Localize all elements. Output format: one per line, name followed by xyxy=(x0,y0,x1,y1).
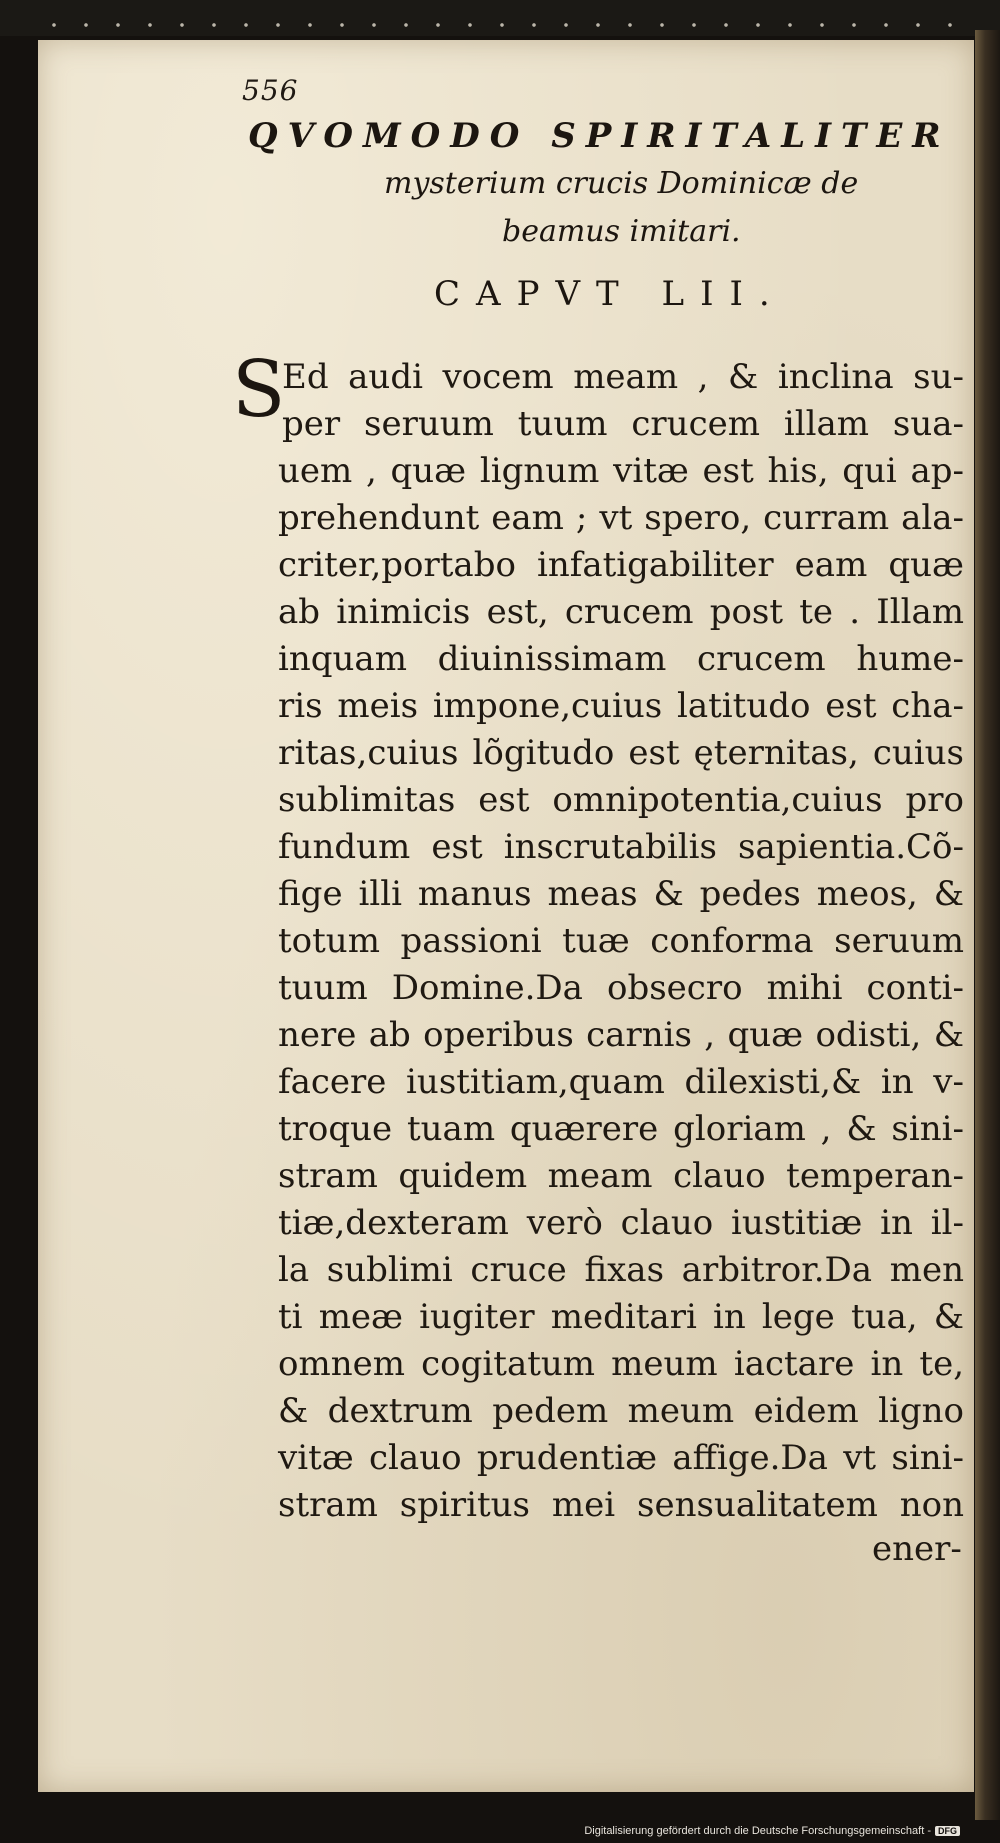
text-line: tiæ,dexteram verò clauo iustitiæ in il- xyxy=(278,1203,964,1243)
scan-top-strip xyxy=(0,0,1000,36)
binding-holes xyxy=(38,18,978,32)
text-line: tuum Domine.Da obsecro mihi conti- xyxy=(278,968,964,1008)
dfg-logo: DFG xyxy=(935,1826,960,1836)
text-line: sublimitas est omnipotentia,cuius pro xyxy=(278,780,964,820)
text-line: uem , quæ lignum vitæ est his, qui ap- xyxy=(278,451,964,491)
text-line: omnem cogitatum meum iactare in te, xyxy=(278,1344,964,1384)
drop-cap: S xyxy=(232,345,286,435)
subtitle-line-1: mysterium crucis Dominicæ de xyxy=(384,166,859,201)
text-line: ritas,cuius lõgitudo est ęternitas, cuius xyxy=(278,733,964,773)
running-title: QVOMODO SPIRITALITER xyxy=(248,116,951,156)
digitization-credit-text: Digitalisierung gefördert durch die Deutsche Forschungsgemeinschaft - xyxy=(584,1825,931,1837)
text-line: nere ab operibus carnis , quæ odisti, & xyxy=(278,1015,964,1055)
text-line: stram quidem meam clauo temperan- xyxy=(278,1156,964,1196)
text-line: per seruum tuum crucem illam sua- xyxy=(282,404,964,444)
chapter-heading: CAPVT LII. xyxy=(434,274,786,314)
text-line: & dextrum pedem meum eidem ligno xyxy=(278,1391,964,1431)
text-line: inquam diuinissimam crucem hume- xyxy=(278,639,964,679)
text-line: facere iustitiam,quam dilexisti,& in v- xyxy=(278,1062,964,1102)
page-number: 556 xyxy=(242,74,299,107)
text-line: troque tuam quærere gloriam , & sini- xyxy=(278,1109,964,1149)
text-line: ti meæ iugiter meditari in lege tua, & xyxy=(278,1297,964,1337)
page-edge-shadow xyxy=(975,30,1000,1820)
text-line: criter,portabo infatigabiliter eam quæ xyxy=(278,545,964,585)
text-line: totum passioni tuæ conforma seruum xyxy=(278,921,964,961)
catchword: ener- xyxy=(872,1529,962,1569)
text-line: prehendunt eam ; vt spero, curram ala- xyxy=(278,498,964,538)
text-line: fige illi manus meas & pedes meos, & xyxy=(278,874,964,914)
text-line: stram spiritus mei sensualitatem non xyxy=(278,1485,964,1525)
digitization-credit xyxy=(584,1825,960,1837)
text-line: vitæ clauo prudentiæ affige.Da vt sini- xyxy=(278,1438,964,1478)
subtitle-line-2: beamus imitari. xyxy=(502,214,741,249)
text-line: ab inimicis est, crucem post te . Illam xyxy=(278,592,964,632)
text-line: ris meis impone,cuius latitudo est cha- xyxy=(278,686,964,726)
text-line: la sublimi cruce fixas arbitror.Da men xyxy=(278,1250,964,1290)
text-line: fundum est inscrutabilis sapientia.Cõ- xyxy=(278,827,964,867)
text-line: Ed audi vocem meam , & inclina su- xyxy=(282,357,964,397)
